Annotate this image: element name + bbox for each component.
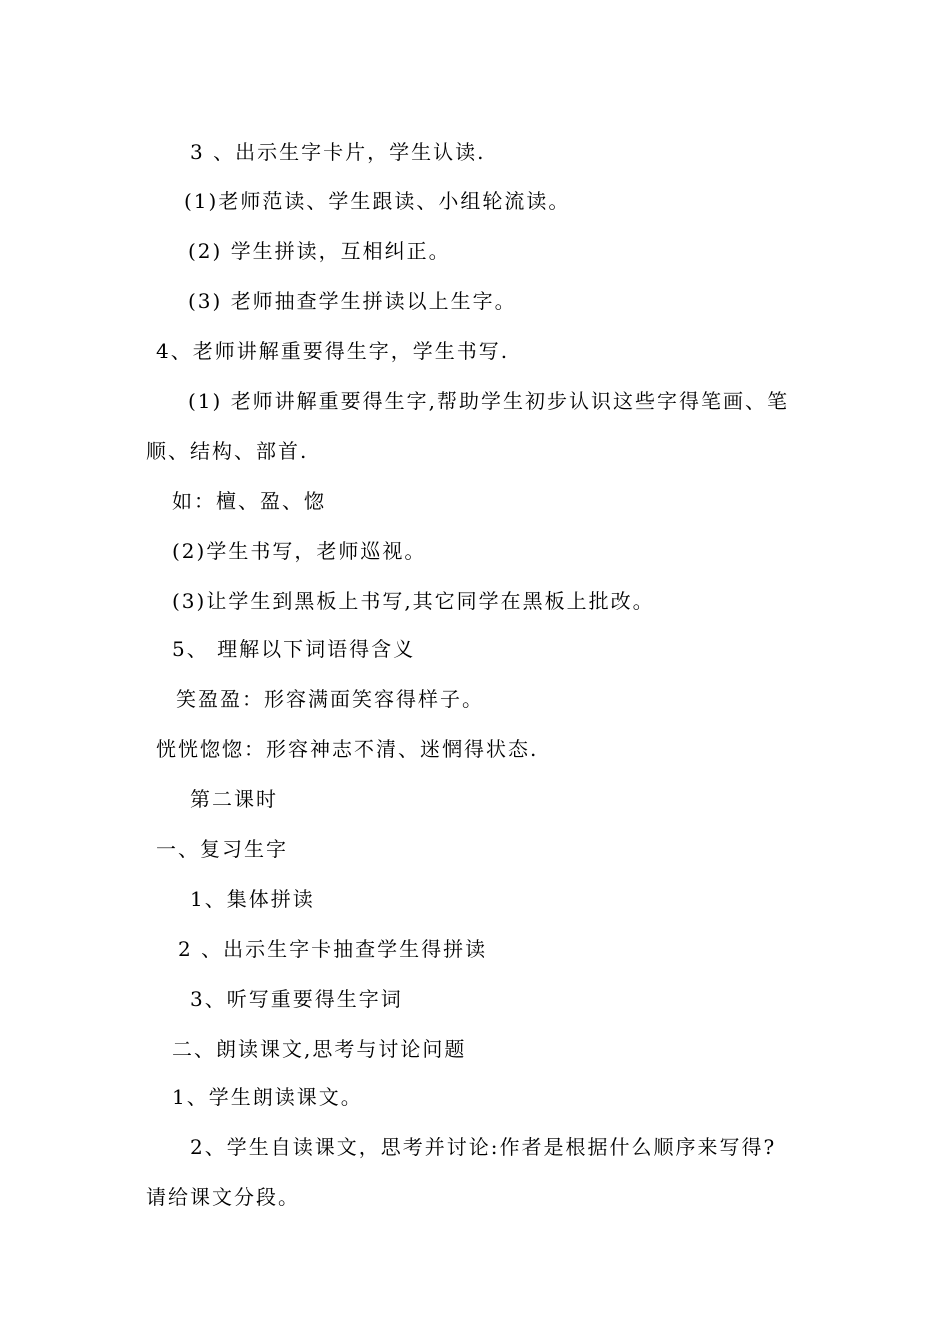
step-3-item-1: (1)老师范读、学生跟读、小组轮流读。 (184, 189, 571, 213)
section-2-item-2-continued: 请给课文分段。 (146, 1185, 300, 1209)
step-3-item-3: (3) 老师抽查学生拼读以上生字。 (188, 289, 517, 313)
example-characters: 如：檀、盈、惚 (172, 489, 326, 513)
step-3-item-2: (2) 学生拼读，互相纠正。 (188, 239, 451, 263)
section-2-item-2: 2、学生自读课文，思考并讨论:作者是根据什么顺序来写得? (190, 1135, 777, 1159)
step-3-heading: 3 、出示生字卡片，学生认读. (190, 140, 486, 164)
step-4-item-1-continued: 顺、结构、部首. (146, 439, 309, 463)
section-1-item-3: 3、听写重要得生字词 (190, 987, 403, 1011)
section-1-item-1: 1、集体拼读 (190, 887, 315, 911)
step-4-item-2: (2)学生书写，老师巡视。 (172, 539, 427, 563)
section-2-heading: 二、朗读课文,思考与讨论问题 (172, 1037, 467, 1061)
step-4-heading: 4、老师讲解重要得生字，学生书写. (156, 339, 510, 363)
section-1-item-2: 2 、出示生字卡抽查学生得拼读 (178, 937, 488, 961)
section-2-item-1: 1、学生朗读课文。 (172, 1085, 363, 1109)
vocab-definition-2: 恍恍惚惚：形容神志不清、迷惘得状态. (156, 737, 539, 761)
vocab-definition-1: 笑盈盈：形容满面笑容得样子。 (176, 687, 484, 711)
section-1-heading: 一、复习生字 (156, 837, 288, 861)
step-5-heading: 5、 理解以下词语得含义 (172, 637, 416, 661)
lesson-2-title: 第二课时 (190, 787, 278, 811)
step-4-item-1: (1) 老师讲解重要得生字,帮助学生初步认识这些字得笔画、笔 (188, 389, 790, 413)
step-4-item-3: (3)让学生到黑板上书写,其它同学在黑板上批改。 (172, 589, 655, 613)
